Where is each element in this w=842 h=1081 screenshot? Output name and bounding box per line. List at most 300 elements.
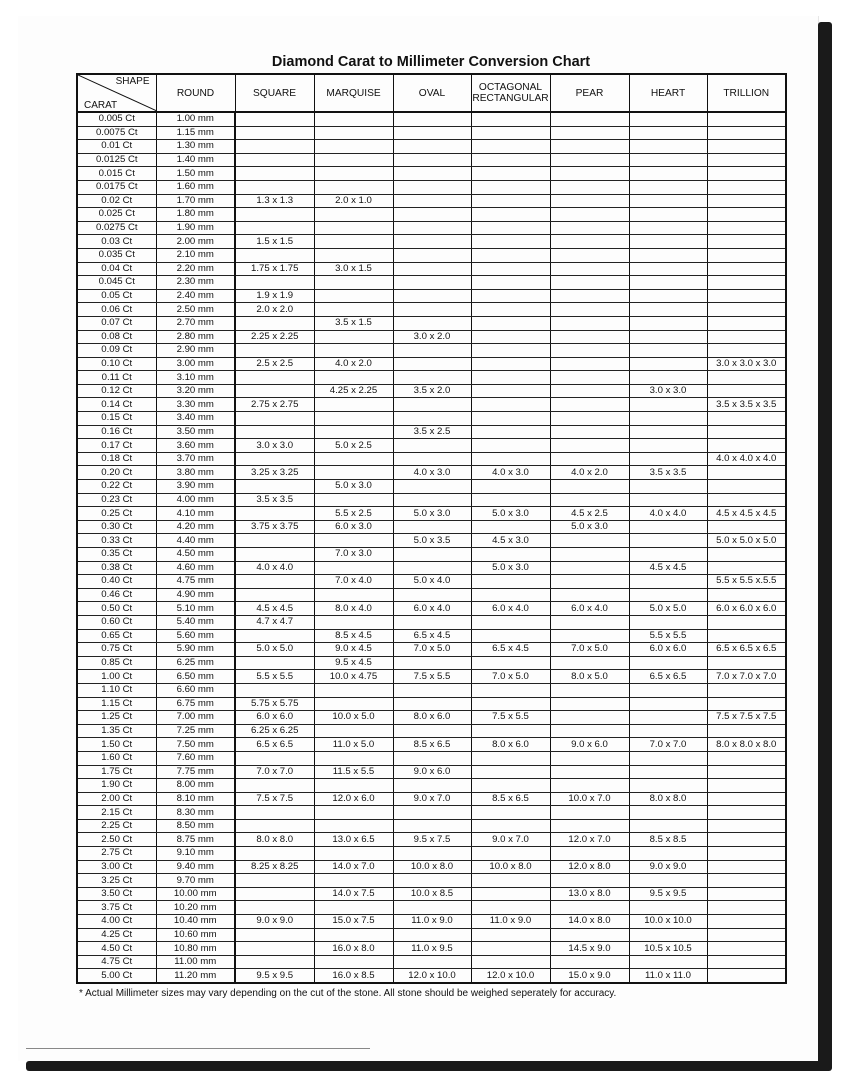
cell-square xyxy=(235,344,314,358)
cell-carat: 2.00 Ct xyxy=(77,792,156,806)
cell-square xyxy=(235,412,314,426)
cell-oval xyxy=(393,751,471,765)
cell-pear xyxy=(550,955,629,969)
cell-square: 2.75 x 2.75 xyxy=(235,398,314,412)
table-row xyxy=(77,153,786,167)
cell-round: 3.80 mm xyxy=(156,466,235,480)
table-row xyxy=(77,887,786,901)
table-body xyxy=(77,112,786,983)
cell-trillion xyxy=(707,262,786,276)
cell-square xyxy=(235,942,314,956)
cell-square xyxy=(235,452,314,466)
footnote: * Actual Millimeter sizes may vary depending on the cut of the stone. All stone should be weighed seperately for accuracy. xyxy=(79,988,617,999)
cell-trillion xyxy=(707,520,786,534)
cell-carat: 0.025 Ct xyxy=(77,208,156,222)
cell-square: 1.5 x 1.5 xyxy=(235,235,314,249)
cell-carat: 0.50 Ct xyxy=(77,602,156,616)
cell-carat: 0.30 Ct xyxy=(77,520,156,534)
cell-trillion xyxy=(707,140,786,154)
cell-square xyxy=(235,874,314,888)
cell-octagonal: 8.0 x 6.0 xyxy=(471,738,550,752)
cell-oval: 3.5 x 2.5 xyxy=(393,425,471,439)
cell-heart xyxy=(629,493,707,507)
cell-marquise: 8.0 x 4.0 xyxy=(314,602,393,616)
cell-trillion xyxy=(707,480,786,494)
cell-square xyxy=(235,126,314,140)
cell-pear: 4.5 x 2.5 xyxy=(550,507,629,521)
table-row xyxy=(77,711,786,725)
cell-pear xyxy=(550,221,629,235)
cell-octagonal: 5.0 x 3.0 xyxy=(471,507,550,521)
cell-carat: 3.25 Ct xyxy=(77,874,156,888)
cell-trillion xyxy=(707,371,786,385)
cell-oval: 12.0 x 10.0 xyxy=(393,969,471,983)
cell-carat: 0.75 Ct xyxy=(77,643,156,657)
cell-heart xyxy=(629,520,707,534)
cell-marquise xyxy=(314,289,393,303)
table-row xyxy=(77,575,786,589)
cell-octagonal xyxy=(471,724,550,738)
cell-octagonal xyxy=(471,588,550,602)
cell-trillion xyxy=(707,153,786,167)
cell-carat: 3.50 Ct xyxy=(77,887,156,901)
cell-pear xyxy=(550,412,629,426)
cell-heart xyxy=(629,276,707,290)
cell-marquise xyxy=(314,452,393,466)
cell-round: 4.60 mm xyxy=(156,561,235,575)
cell-carat: 0.20 Ct xyxy=(77,466,156,480)
cell-octagonal xyxy=(471,452,550,466)
cell-oval: 6.0 x 4.0 xyxy=(393,602,471,616)
cell-carat: 1.50 Ct xyxy=(77,738,156,752)
cell-trillion xyxy=(707,847,786,861)
cell-marquise xyxy=(314,140,393,154)
cell-trillion xyxy=(707,493,786,507)
table-row xyxy=(77,262,786,276)
cell-octagonal xyxy=(471,248,550,262)
table-row xyxy=(77,112,786,126)
cell-pear xyxy=(550,371,629,385)
cell-carat: 0.40 Ct xyxy=(77,575,156,589)
cell-heart xyxy=(629,711,707,725)
cell-pear xyxy=(550,561,629,575)
cell-pear xyxy=(550,724,629,738)
col-header-heart: HEART xyxy=(629,74,707,112)
cell-round: 3.70 mm xyxy=(156,452,235,466)
cell-heart: 9.5 x 9.5 xyxy=(629,887,707,901)
cell-pear xyxy=(550,439,629,453)
cell-heart: 9.0 x 9.0 xyxy=(629,860,707,874)
cell-octagonal xyxy=(471,887,550,901)
cell-trillion xyxy=(707,112,786,126)
cell-carat: 0.03 Ct xyxy=(77,235,156,249)
table-row xyxy=(77,779,786,793)
cell-pear xyxy=(550,901,629,915)
cell-trillion xyxy=(707,724,786,738)
cell-round: 1.00 mm xyxy=(156,112,235,126)
cell-square xyxy=(235,534,314,548)
cell-trillion xyxy=(707,180,786,194)
chart-title: Diamond Carat to Millimeter Conversion Chart xyxy=(271,54,591,70)
table-row xyxy=(77,670,786,684)
table-row xyxy=(77,534,786,548)
cell-carat: 1.60 Ct xyxy=(77,751,156,765)
table-row xyxy=(77,439,786,453)
cell-carat: 0.06 Ct xyxy=(77,303,156,317)
cell-pear xyxy=(550,194,629,208)
cell-square xyxy=(235,425,314,439)
table-row xyxy=(77,615,786,629)
cell-carat: 3.75 Ct xyxy=(77,901,156,915)
cell-square: 3.5 x 3.5 xyxy=(235,493,314,507)
table-row xyxy=(77,819,786,833)
cell-trillion xyxy=(707,330,786,344)
cell-octagonal xyxy=(471,439,550,453)
cell-oval: 4.0 x 3.0 xyxy=(393,466,471,480)
cell-round: 8.00 mm xyxy=(156,779,235,793)
cell-heart xyxy=(629,180,707,194)
cell-marquise xyxy=(314,751,393,765)
cell-octagonal xyxy=(471,874,550,888)
cell-oval xyxy=(393,221,471,235)
cell-round: 3.30 mm xyxy=(156,398,235,412)
cell-carat: 4.50 Ct xyxy=(77,942,156,956)
cell-round: 3.40 mm xyxy=(156,412,235,426)
cell-oval: 9.0 x 6.0 xyxy=(393,765,471,779)
table-row xyxy=(77,357,786,371)
col-header-pear: PEAR xyxy=(550,74,629,112)
cell-carat: 0.01 Ct xyxy=(77,140,156,154)
cell-pear xyxy=(550,344,629,358)
cell-octagonal: 7.5 x 5.5 xyxy=(471,711,550,725)
cell-heart xyxy=(629,534,707,548)
cell-square xyxy=(235,153,314,167)
cell-carat: 0.15 Ct xyxy=(77,412,156,426)
table-row xyxy=(77,221,786,235)
cell-pear xyxy=(550,425,629,439)
cell-pear: 6.0 x 4.0 xyxy=(550,602,629,616)
cell-carat: 5.00 Ct xyxy=(77,969,156,983)
cell-carat: 1.15 Ct xyxy=(77,697,156,711)
col-header-octagonal: OCTAGONAL RECTANGULAR xyxy=(471,74,550,112)
cell-marquise xyxy=(314,493,393,507)
cell-pear xyxy=(550,208,629,222)
cell-oval: 7.5 x 5.5 xyxy=(393,670,471,684)
cell-square xyxy=(235,847,314,861)
cell-trillion xyxy=(707,860,786,874)
cell-square xyxy=(235,751,314,765)
cell-carat: 0.18 Ct xyxy=(77,452,156,466)
cell-marquise xyxy=(314,806,393,820)
table-row xyxy=(77,561,786,575)
table-row xyxy=(77,276,786,290)
cell-carat: 0.015 Ct xyxy=(77,167,156,181)
cell-pear xyxy=(550,289,629,303)
col-header-square: SQUARE xyxy=(235,74,314,112)
cell-pear: 9.0 x 6.0 xyxy=(550,738,629,752)
cell-trillion xyxy=(707,425,786,439)
table-row xyxy=(77,588,786,602)
cell-oval xyxy=(393,398,471,412)
cell-oval xyxy=(393,779,471,793)
cell-carat: 4.25 Ct xyxy=(77,928,156,942)
cell-marquise xyxy=(314,697,393,711)
cell-carat: 0.60 Ct xyxy=(77,615,156,629)
cell-marquise xyxy=(314,847,393,861)
cell-round: 5.60 mm xyxy=(156,629,235,643)
cell-octagonal: 10.0 x 8.0 xyxy=(471,860,550,874)
cell-octagonal: 11.0 x 9.0 xyxy=(471,915,550,929)
cell-trillion xyxy=(707,629,786,643)
cell-octagonal xyxy=(471,928,550,942)
cell-carat: 1.00 Ct xyxy=(77,670,156,684)
cell-pear xyxy=(550,248,629,262)
cell-octagonal xyxy=(471,344,550,358)
cell-octagonal: 5.0 x 3.0 xyxy=(471,561,550,575)
cell-carat: 2.75 Ct xyxy=(77,847,156,861)
cell-oval xyxy=(393,561,471,575)
cell-trillion xyxy=(707,289,786,303)
cell-trillion xyxy=(707,412,786,426)
cell-carat: 0.25 Ct xyxy=(77,507,156,521)
cell-pear xyxy=(550,534,629,548)
cell-carat: 0.07 Ct xyxy=(77,316,156,330)
cell-marquise xyxy=(314,412,393,426)
cell-marquise xyxy=(314,561,393,575)
table-row xyxy=(77,602,786,616)
cell-carat: 2.15 Ct xyxy=(77,806,156,820)
cell-oval xyxy=(393,615,471,629)
cell-square xyxy=(235,779,314,793)
cell-octagonal xyxy=(471,697,550,711)
cell-heart xyxy=(629,548,707,562)
cell-heart xyxy=(629,357,707,371)
cell-marquise: 8.5 x 4.5 xyxy=(314,629,393,643)
cell-square xyxy=(235,683,314,697)
cell-round: 8.75 mm xyxy=(156,833,235,847)
cell-pear xyxy=(550,330,629,344)
table-row xyxy=(77,874,786,888)
cell-trillion: 7.5 x 7.5 x 7.5 xyxy=(707,711,786,725)
table-row xyxy=(77,289,786,303)
cell-heart xyxy=(629,289,707,303)
cell-heart xyxy=(629,112,707,126)
cell-carat: 0.005 Ct xyxy=(77,112,156,126)
cell-oval xyxy=(393,153,471,167)
cell-octagonal xyxy=(471,779,550,793)
table-row xyxy=(77,371,786,385)
cell-marquise xyxy=(314,276,393,290)
cell-marquise: 3.5 x 1.5 xyxy=(314,316,393,330)
cell-oval xyxy=(393,180,471,194)
cell-octagonal: 9.0 x 7.0 xyxy=(471,833,550,847)
cell-heart xyxy=(629,779,707,793)
cell-oval: 3.0 x 2.0 xyxy=(393,330,471,344)
cell-octagonal xyxy=(471,384,550,398)
cell-carat: 2.25 Ct xyxy=(77,819,156,833)
cell-square xyxy=(235,819,314,833)
cell-octagonal xyxy=(471,412,550,426)
cell-square: 9.0 x 9.0 xyxy=(235,915,314,929)
cell-octagonal: 12.0 x 10.0 xyxy=(471,969,550,983)
cell-round: 7.60 mm xyxy=(156,751,235,765)
cell-carat: 4.00 Ct xyxy=(77,915,156,929)
cell-carat: 0.16 Ct xyxy=(77,425,156,439)
cell-pear xyxy=(550,806,629,820)
cell-octagonal: 7.0 x 5.0 xyxy=(471,670,550,684)
cell-octagonal xyxy=(471,262,550,276)
carat-label: CARAT xyxy=(84,100,118,111)
cell-pear xyxy=(550,180,629,194)
cell-heart xyxy=(629,140,707,154)
cell-square xyxy=(235,887,314,901)
cell-carat: 0.85 Ct xyxy=(77,656,156,670)
cell-octagonal xyxy=(471,656,550,670)
cell-trillion xyxy=(707,656,786,670)
cell-octagonal xyxy=(471,575,550,589)
cell-round: 2.70 mm xyxy=(156,316,235,330)
cell-octagonal xyxy=(471,819,550,833)
cell-octagonal xyxy=(471,289,550,303)
cell-round: 1.70 mm xyxy=(156,194,235,208)
cell-marquise xyxy=(314,153,393,167)
cell-pear xyxy=(550,262,629,276)
col-header-marquise: MARQUISE xyxy=(314,74,393,112)
cell-trillion xyxy=(707,126,786,140)
cell-marquise: 9.5 x 4.5 xyxy=(314,656,393,670)
cell-marquise xyxy=(314,425,393,439)
cell-square: 6.5 x 6.5 xyxy=(235,738,314,752)
cell-marquise xyxy=(314,248,393,262)
cell-trillion xyxy=(707,955,786,969)
cell-round: 1.90 mm xyxy=(156,221,235,235)
cell-oval xyxy=(393,452,471,466)
cell-round: 1.30 mm xyxy=(156,140,235,154)
cell-trillion xyxy=(707,167,786,181)
cell-square: 3.0 x 3.0 xyxy=(235,439,314,453)
cell-marquise xyxy=(314,588,393,602)
cell-octagonal xyxy=(471,751,550,765)
cell-marquise xyxy=(314,466,393,480)
cell-carat: 0.22 Ct xyxy=(77,480,156,494)
cell-round: 10.40 mm xyxy=(156,915,235,929)
cell-square: 4.0 x 4.0 xyxy=(235,561,314,575)
cell-marquise: 7.0 x 3.0 xyxy=(314,548,393,562)
cell-heart xyxy=(629,248,707,262)
cell-square xyxy=(235,806,314,820)
cell-round: 10.00 mm xyxy=(156,887,235,901)
col-header-round: ROUND xyxy=(156,74,235,112)
cell-carat: 0.045 Ct xyxy=(77,276,156,290)
cell-oval xyxy=(393,167,471,181)
cell-square: 4.7 x 4.7 xyxy=(235,615,314,629)
cell-octagonal xyxy=(471,425,550,439)
cell-carat: 0.02 Ct xyxy=(77,194,156,208)
cell-round: 2.90 mm xyxy=(156,344,235,358)
cell-oval xyxy=(393,357,471,371)
cell-octagonal xyxy=(471,942,550,956)
cell-pear: 15.0 x 9.0 xyxy=(550,969,629,983)
cell-marquise: 15.0 x 7.5 xyxy=(314,915,393,929)
cell-round: 1.40 mm xyxy=(156,153,235,167)
cell-round: 7.00 mm xyxy=(156,711,235,725)
cell-square xyxy=(235,180,314,194)
cell-round: 6.50 mm xyxy=(156,670,235,684)
cell-carat: 1.10 Ct xyxy=(77,683,156,697)
cell-round: 9.70 mm xyxy=(156,874,235,888)
cell-square xyxy=(235,588,314,602)
cell-square: 6.0 x 6.0 xyxy=(235,711,314,725)
table-row xyxy=(77,548,786,562)
cell-round: 2.00 mm xyxy=(156,235,235,249)
cell-octagonal xyxy=(471,548,550,562)
cell-octagonal xyxy=(471,765,550,779)
cell-round: 7.75 mm xyxy=(156,765,235,779)
table-row xyxy=(77,412,786,426)
cell-oval xyxy=(393,262,471,276)
cell-pear xyxy=(550,303,629,317)
cell-square xyxy=(235,955,314,969)
cell-pear xyxy=(550,126,629,140)
cell-round: 4.50 mm xyxy=(156,548,235,562)
table-row xyxy=(77,656,786,670)
cell-round: 2.10 mm xyxy=(156,248,235,262)
cell-marquise: 12.0 x 6.0 xyxy=(314,792,393,806)
cell-round: 10.20 mm xyxy=(156,901,235,915)
table-row xyxy=(77,806,786,820)
cell-carat: 0.0175 Ct xyxy=(77,180,156,194)
cell-square xyxy=(235,248,314,262)
cell-square xyxy=(235,140,314,154)
cell-marquise: 14.0 x 7.0 xyxy=(314,860,393,874)
cell-octagonal: 4.5 x 3.0 xyxy=(471,534,550,548)
cell-octagonal: 8.5 x 6.5 xyxy=(471,792,550,806)
cell-round: 3.20 mm xyxy=(156,384,235,398)
cell-pear xyxy=(550,398,629,412)
cell-marquise xyxy=(314,955,393,969)
table-row xyxy=(77,860,786,874)
cell-square: 3.25 x 3.25 xyxy=(235,466,314,480)
cell-heart xyxy=(629,806,707,820)
cell-oval xyxy=(393,520,471,534)
cell-trillion: 3.0 x 3.0 x 3.0 xyxy=(707,357,786,371)
cell-trillion xyxy=(707,779,786,793)
cell-pear xyxy=(550,575,629,589)
cell-oval xyxy=(393,493,471,507)
cell-heart xyxy=(629,398,707,412)
cell-pear xyxy=(550,697,629,711)
cell-heart xyxy=(629,724,707,738)
cell-octagonal xyxy=(471,480,550,494)
cell-heart: 8.5 x 8.5 xyxy=(629,833,707,847)
cell-trillion: 6.0 x 6.0 x 6.0 xyxy=(707,602,786,616)
table-row xyxy=(77,303,786,317)
cell-oval xyxy=(393,697,471,711)
cell-carat: 1.90 Ct xyxy=(77,779,156,793)
cell-square xyxy=(235,167,314,181)
cell-oval xyxy=(393,439,471,453)
cell-carat: 0.11 Ct xyxy=(77,371,156,385)
cell-round: 3.00 mm xyxy=(156,357,235,371)
cell-pear xyxy=(550,656,629,670)
cell-round: 6.25 mm xyxy=(156,656,235,670)
cell-oval xyxy=(393,126,471,140)
table-row xyxy=(77,180,786,194)
cell-pear xyxy=(550,548,629,562)
cell-trillion xyxy=(707,344,786,358)
cell-carat: 0.33 Ct xyxy=(77,534,156,548)
col-header-oval: OVAL xyxy=(393,74,471,112)
